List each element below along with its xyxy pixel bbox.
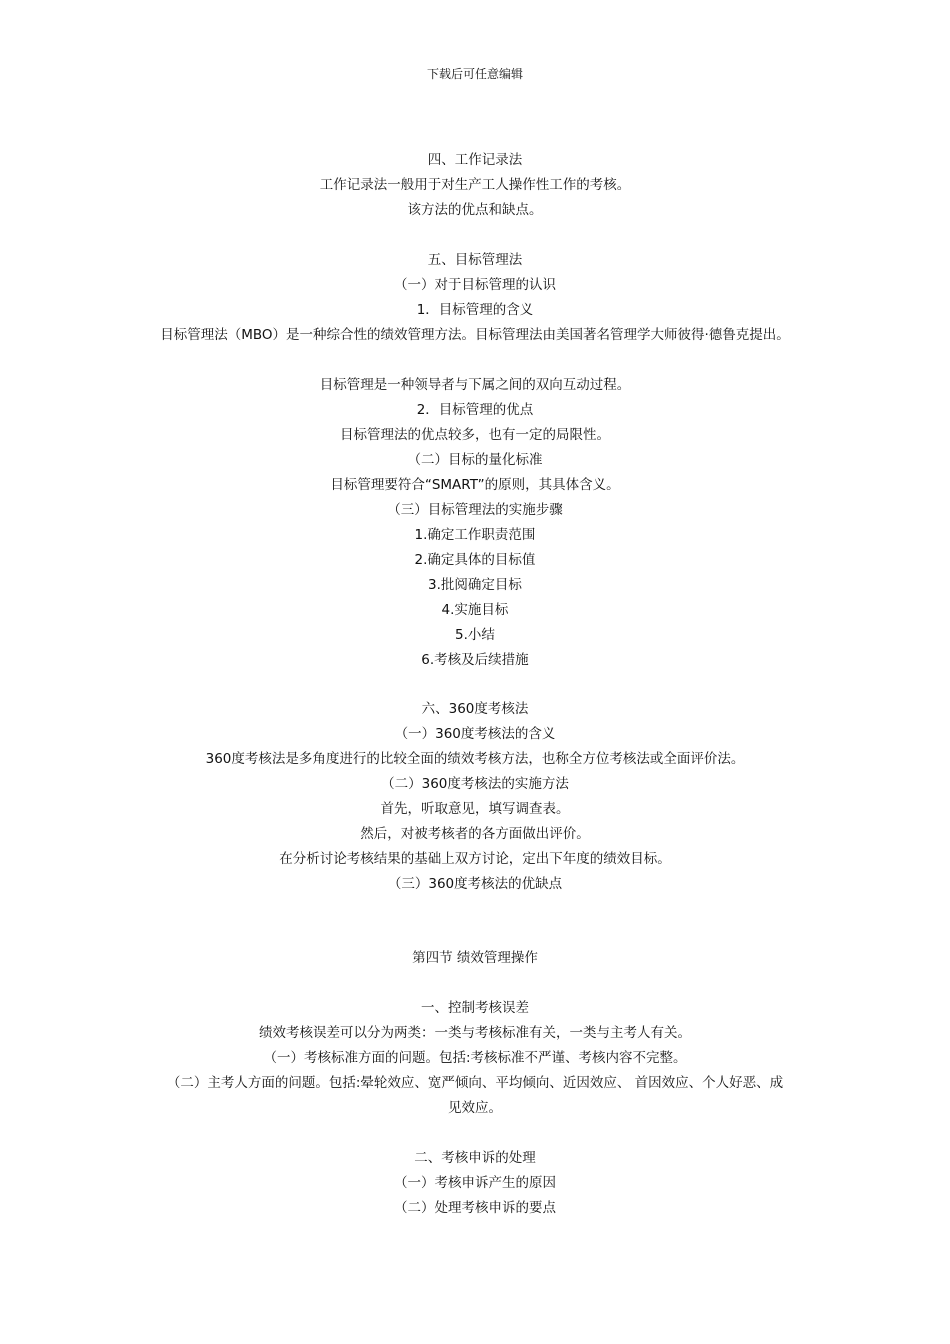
paragraph: 目标管理法的优点较多，也有一定的局限性。 — [340, 427, 610, 443]
item-heading: 1．目标管理的含义 — [416, 302, 534, 318]
paragraph: 首先，听取意见，填写调查表。 — [380, 801, 570, 817]
subsection-heading: （一）对于目标管理的认识 — [394, 277, 556, 293]
subsection-heading: （二）360度考核法的实施方法 — [381, 776, 569, 792]
paragraph: 见效应。 — [448, 1100, 502, 1116]
paragraph: 工作记录法一般用于对生产工人操作性工作的考核。 — [319, 177, 631, 193]
list-item: 4.实施目标 — [441, 602, 509, 618]
section-heading: 四、工作记录法 — [427, 152, 523, 168]
item-heading: 2．目标管理的优点 — [416, 402, 534, 418]
paragraph: （二）主考人方面的问题。包括:晕轮效应、宽严倾向、平均倾向、近因效应、 首因效应、个人好恶、成 — [166, 1075, 784, 1091]
section-heading: 六、360度考核法 — [421, 701, 529, 717]
list-item: 5.小结 — [455, 627, 495, 643]
list-item: 6.考核及后续措施 — [421, 652, 529, 668]
paragraph: 然后，对被考核者的各方面做出评价。 — [360, 826, 590, 842]
subsection-heading: （一）360度考核法的含义 — [394, 726, 556, 742]
subsection-heading: （三）360度考核法的优缺点 — [387, 876, 563, 892]
list-item: 3.批阅确定目标 — [428, 577, 522, 593]
paragraph: （一）考核标准方面的问题。包括:考核标准不严谨、考核内容不完整。 — [263, 1050, 687, 1066]
paragraph: 目标管理要符合“SMART”的原则，其具体含义。 — [330, 477, 620, 493]
paragraph: 该方法的优点和缺点。 — [407, 202, 543, 218]
subsection-heading: （三）目标管理法的实施步骤 — [387, 502, 563, 518]
paragraph: 360度考核法是多角度进行的比较全面的绩效考核方法，也称全方位考核法或全面评价法。 — [205, 751, 745, 767]
subsection-heading: （二）目标的量化标准 — [407, 452, 543, 468]
chapter-section-title: 第四节 绩效管理操作 — [412, 950, 538, 966]
paragraph: 目标管理是一种领导者与下属之间的双向互动过程。 — [319, 377, 631, 393]
subsection-heading: （一）考核申诉产生的原因 — [394, 1175, 556, 1191]
section-heading: 一、控制考核误差 — [421, 1000, 529, 1016]
paragraph: 在分析讨论考核结果的基础上双方讨论，定出下年度的绩效目标。 — [279, 851, 671, 867]
list-item: 1.确定工作职责范围 — [414, 527, 536, 543]
list-item: 2.确定具体的目标值 — [414, 552, 536, 568]
paragraph: 绩效考核误差可以分为两类：一类与考核标准有关，一类与主考人有关。 — [259, 1025, 691, 1041]
section-heading: 二、考核申诉的处理 — [414, 1150, 536, 1166]
paragraph: 目标管理法（MBO）是一种综合性的绩效管理方法。目标管理法由美国著名管理学大师彼得·德鲁克提出。 — [160, 327, 790, 343]
section-heading: 五、目标管理法 — [427, 252, 523, 268]
subsection-heading: （二）处理考核申诉的要点 — [394, 1200, 556, 1216]
page-header: 下载后可任意编辑 — [426, 67, 523, 81]
